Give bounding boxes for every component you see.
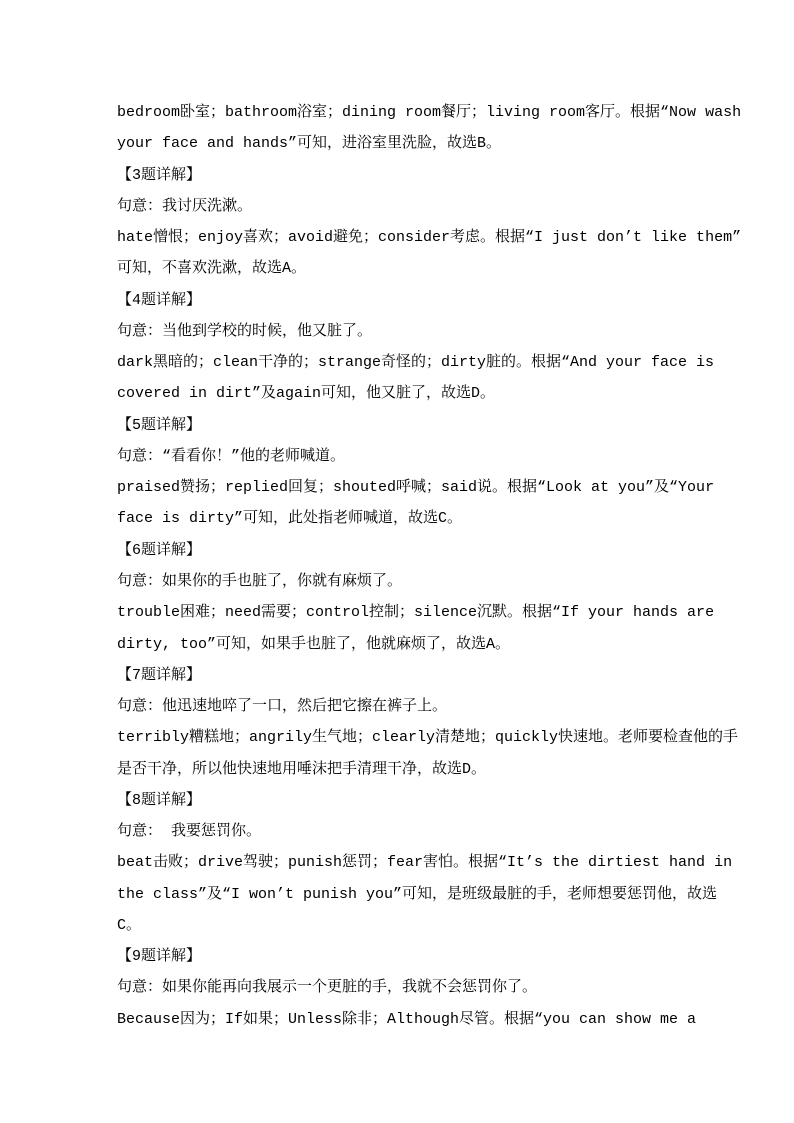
- answer-explanations-block: [117, 97, 742, 1035]
- section-heading: 【6题详解】: [117, 541, 202, 559]
- text-line: C。: [117, 916, 142, 934]
- section-heading: 【3题详解】: [117, 166, 202, 184]
- text-line: 句意：他迅速地啐了一口，然后把它擦在裤子上。: [117, 698, 448, 716]
- text-line: face is dirty”可知，此处指老师喊道，故选C。: [117, 510, 463, 528]
- text-line: 句意：如果你的手也脏了，你就有麻烦了。: [117, 572, 403, 590]
- text-line: dark黑暗的；clean干净的；strange奇怪的；dirty脏的。根据“And your face is: [117, 354, 715, 372]
- text-line: 是否干净，所以他快速地用唾沫把手清理干净，故选D。: [117, 760, 487, 778]
- section-heading: 【7题详解】: [117, 666, 202, 684]
- section-heading: 【9题详解】: [117, 948, 202, 966]
- section-heading: 【8题详解】: [117, 791, 202, 809]
- text-line: dirty, too”可知，如果手也脏了，他就麻烦了，故选A。: [117, 635, 511, 653]
- text-line: covered in dirt”及again可知，他又脏了，故选D。: [117, 385, 496, 403]
- text-line: praised赞扬；replied回复；shouted呼喊；said说。根据“Look at you”及“Your: [117, 479, 715, 497]
- section-heading: 【4题详解】: [117, 291, 202, 309]
- text-line: 可知，不喜欢洗漱，故选A。: [117, 260, 307, 278]
- text-line: 句意：当他到学校的时候，他又脏了。: [117, 322, 373, 340]
- text-line: 句意：“看看你！”他的老师喊道。: [117, 447, 346, 465]
- text-line: 句意： 我要惩罚你。: [117, 823, 262, 841]
- text-line: your face and hands”可知，进浴室里洗脸，故选B。: [117, 135, 502, 153]
- text-line: 句意：如果你能再向我展示一个更脏的手，我就不会惩罚你了。: [117, 979, 538, 997]
- text-line: trouble困难；need需要；control控制；silence沉默。根据“If your hands are: [117, 604, 715, 622]
- text-line: beat击败；drive驾驶；punish惩罚；fear害怕。根据“It’s the dirtiest hand in: [117, 854, 733, 872]
- text-line: bedroom卧室；bathroom浴室；dining room餐厅；living room客厅。根据“Now wash: [117, 104, 742, 121]
- text-line: hate憎恨；enjoy喜欢；avoid避免；consider考虑。根据“I just don’t like them”: [117, 229, 742, 247]
- section-heading: 【5题详解】: [117, 416, 202, 434]
- text-line: terribly糟糕地；angrily生气地；clearly清楚地；quickly快速地。老师要检查他的手: [117, 729, 739, 747]
- text-line: Because因为；If如果；Unless除非；Although尽管。根据“you can show me a: [117, 1010, 697, 1028]
- text-line: the class”及“I won’t punish you”可知，是班级最脏的手，老师想要惩罚他，故选: [117, 885, 718, 903]
- text-line: 句意：我讨厌洗漱。: [117, 197, 253, 215]
